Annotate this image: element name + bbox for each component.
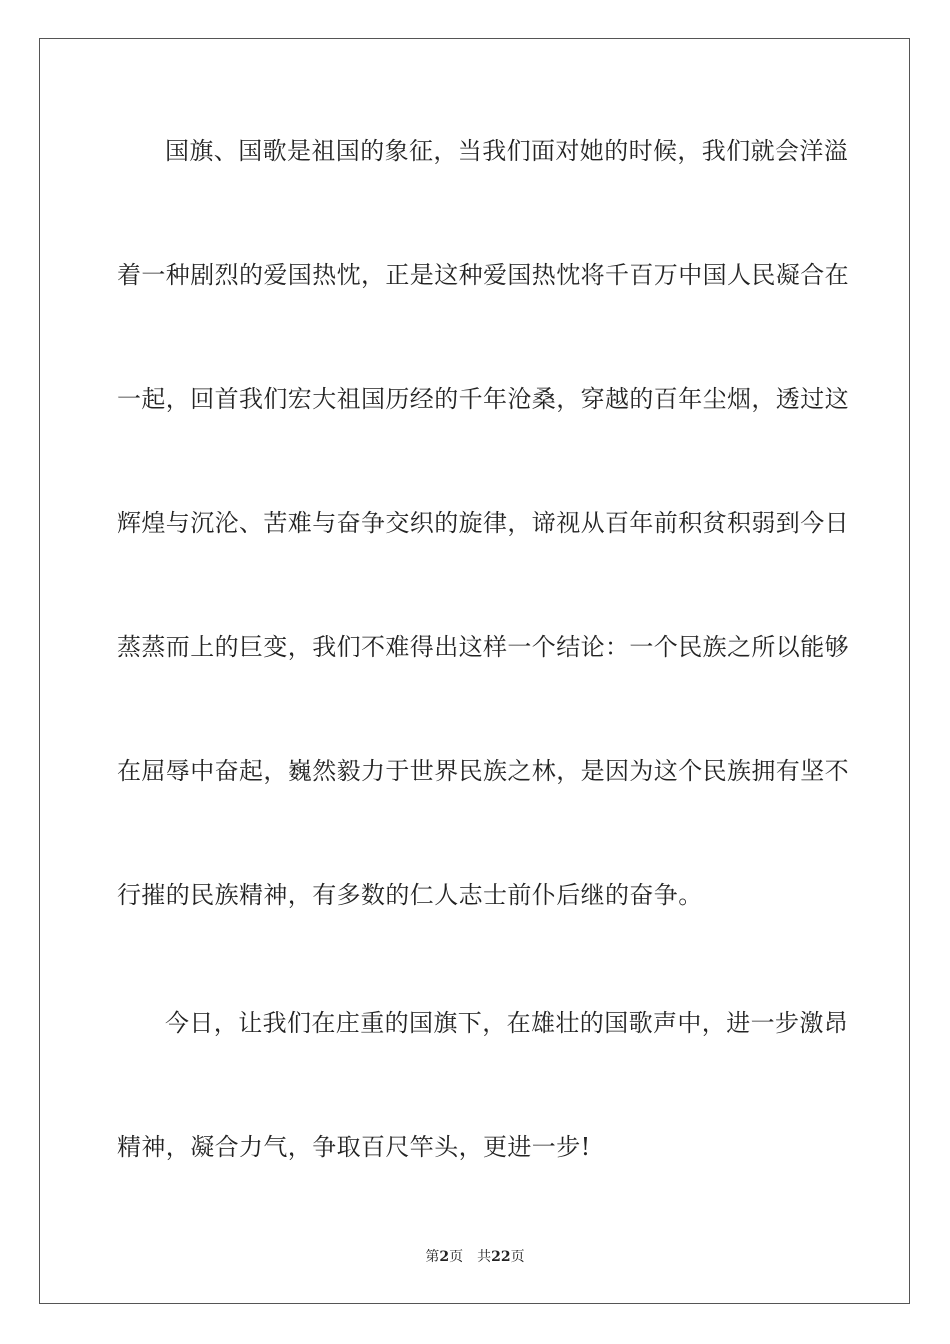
page-footer (0, 1248, 950, 1266)
paragraph-1-line-2: 着一种剧烈的爱国热忱，正是这种爱国热忱将千百万中国人民凝合在 (117, 261, 849, 289)
current-page-number: 2 (439, 1249, 450, 1265)
paragraph-1-line-3: 一起，回首我们宏大祖国历经的千年沧桑，穿越的百年尘烟，透过这 (117, 385, 849, 413)
page-label-suffix: 页 (449, 1249, 464, 1265)
total-label-suffix: 页 (510, 1249, 525, 1265)
paragraph-1-line-7: 行摧的民族精神，有多数的仁人志士前仆后继的奋争。 (117, 881, 703, 909)
paragraph-1-line-5: 蒸蒸而上的巨变，我们不难得出这样一个结论：一个民族之所以能够 (117, 633, 849, 661)
page-label-prefix: 第 (425, 1249, 440, 1265)
paragraph-1-line-1: 国旗、国歌是祖国的象征，当我们面对她的时候，我们就会洋溢 (165, 137, 849, 165)
paragraph-2-line-1: 今日，让我们在庄重的国旗下，在雄壮的国歌声中，进一步激昂 (165, 1009, 849, 1037)
paragraph-1-line-6: 在屈辱中奋起，巍然毅力于世界民族之林，是因为这个民族拥有坚不 (117, 757, 849, 785)
page-border (39, 38, 910, 1304)
total-label-prefix: 共 (477, 1249, 492, 1265)
paragraph-2-line-2: 精神，凝合力气，争取百尺竿头，更进一步! (117, 1133, 591, 1161)
total-pages-number: 22 (491, 1249, 511, 1265)
paragraph-1-line-4: 辉煌与沉沦、苦难与奋争交织的旋律，谛视从百年前积贫积弱到今日 (117, 509, 849, 537)
